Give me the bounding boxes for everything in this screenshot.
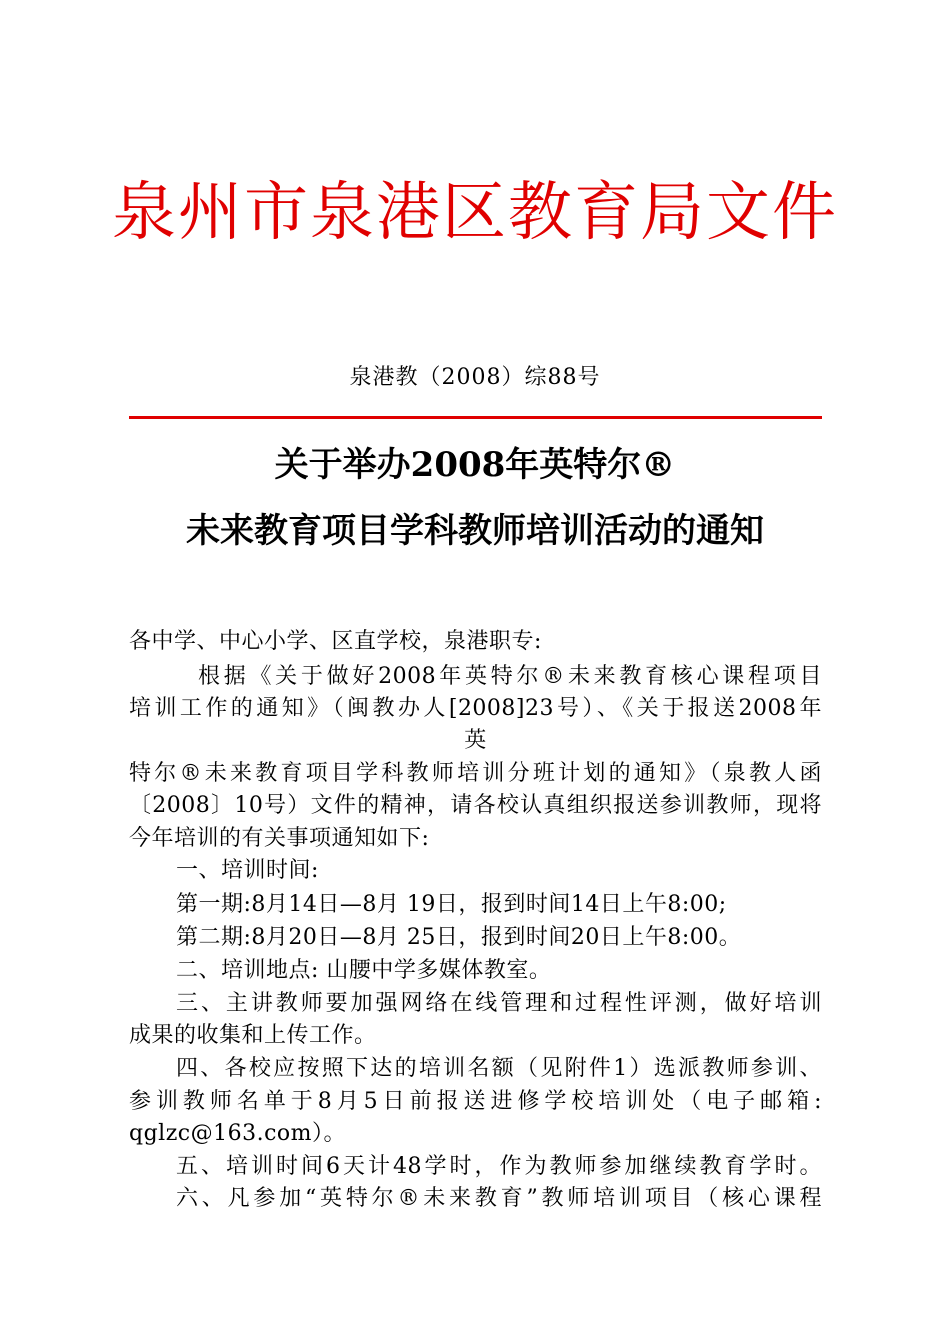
issuer-header-title: 泉州市泉港区教育局文件: [112, 176, 838, 250]
body-line: 根据《关于做好2008年英特尔®未来教育核心课程项目: [198, 664, 822, 689]
body-line: 五、培训时间6天计48学时，作为教师参加继续教育学时。: [176, 1154, 822, 1179]
red-divider-line: [129, 416, 822, 419]
notice-title-line-1: 关于举办2008年英特尔®: [274, 445, 676, 485]
body-line: 第一期:8月14日—8月 19日，报到时间14日上午8:00;: [176, 892, 727, 917]
body-line: 参训教师名单于8月5日前报送进修学校培训处（电子邮箱:: [129, 1089, 822, 1114]
body-line: 特尔®未来教育项目学科教师培训分班计划的通知》（泉教人函: [129, 761, 822, 786]
body-line: 英: [464, 728, 487, 753]
body-line: 〔2008〕10号）文件的精神，请各校认真组织报送参训教师，现将: [129, 793, 822, 818]
body-line: 三、主讲教师要加强网络在线管理和过程性评测，做好培训: [176, 991, 822, 1016]
salutation: 各中学、中心小学、区直学校，泉港职专:: [129, 629, 542, 654]
body-line: 成果的收集和上传工作。: [129, 1023, 377, 1048]
body-line: 今年培训的有关事项通知如下:: [129, 826, 430, 851]
body-line: 培训工作的通知》（闽教办人[2008]23号）、《关于报送2008年: [129, 696, 822, 721]
body-line: 六、凡参加“英特尔®未来教育”教师培训项目（核心课程: [176, 1186, 822, 1211]
body-line: 第二期:8月20日—8月 25日，报到时间20日上午8:00。: [176, 925, 742, 950]
section-heading-location: 二、培训地点: 山腰中学多媒体教室。: [176, 958, 552, 983]
body-line: 四、各校应按照下达的培训名额（见附件1）选派教师参训、: [176, 1056, 822, 1081]
section-heading-time: 一、培训时间:: [176, 858, 319, 883]
document-number: 泉港教（2008）综88号: [349, 365, 601, 390]
notice-title-line-2: 未来教育项目学科教师培训活动的通知: [186, 511, 764, 551]
email-line: qglzc@163.com）。: [129, 1121, 347, 1146]
